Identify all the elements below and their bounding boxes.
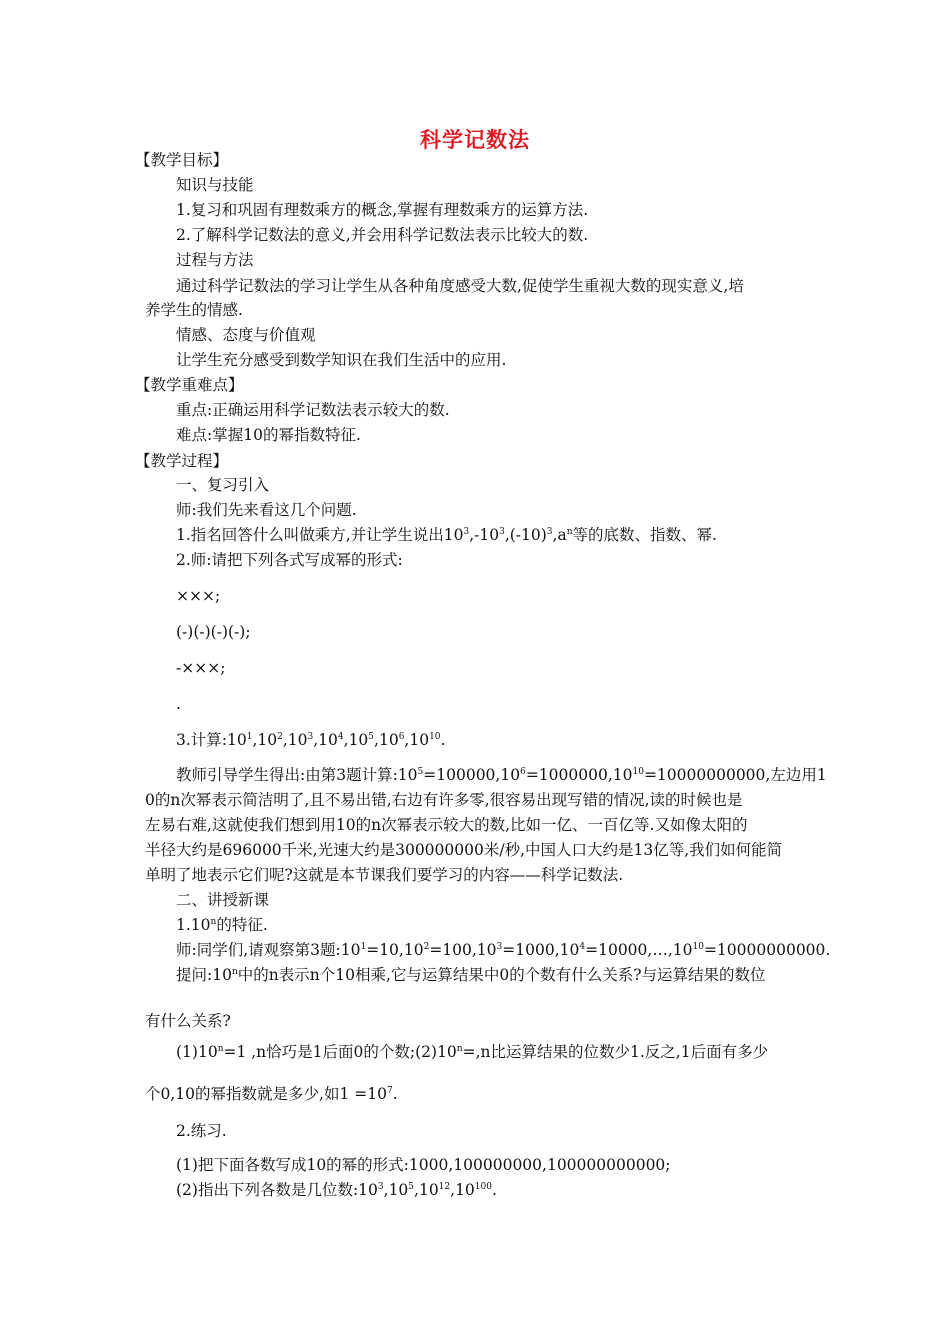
process-text-2: 养学生的情感. <box>145 301 243 319</box>
process-text-1: 通过科学记数法的学习让学生从各种角度感受大数,促使学生重视大数的现实意义,培 <box>176 277 744 295</box>
exercise-2: (2)指出下列各数是几位数$:10^3,10^5,10^{12},10^{100}$. <box>176 1181 497 1199</box>
heading-key-points: 【教学重难点】 <box>135 376 244 394</box>
part-one-title: 一、复习引入 <box>176 476 270 494</box>
question-line-2: 有什么关系? <box>145 1012 231 1030</box>
teacher-guide-1: 教师引导学生得出:由第3题计算$:10^5=100000,10^6=1000000,10^{10}=10000000000$,左边用1 <box>176 766 827 784</box>
exercise-title: 2.练习. <box>176 1122 227 1140</box>
objective-2: 2.了解科学记数法的意义,并会用科学记数法表示比较大的数. <box>176 226 589 244</box>
key-point: 重点:正确运用科学记数法表示较大的数. <box>176 401 450 419</box>
question-2: 2.师:请把下列各式写成幂的形式: <box>176 551 403 569</box>
objective-1: 1.复习和巩固有理数乘方的概念,掌握有理数乘方的运算方法. <box>176 201 589 219</box>
teacher-intro: 师:我们先来看这几个问题. <box>176 501 357 519</box>
expression-2: (-)(-)(-)(-); <box>176 623 251 641</box>
answer-line-1: $(1)10^n=1$ ,n恰巧是1后面0的个数$;(2)10^n=,n$比运算结果的位数少1.反之,1后面有多少 <box>176 1043 769 1061</box>
power-feature-title: 1.10$^n$的特征. <box>176 916 268 934</box>
heading-process: 【教学过程】 <box>135 452 229 470</box>
attitude-text: 让学生充分感受到数学知识在我们生活中的应用. <box>176 351 507 369</box>
sub-knowledge: 知识与技能 <box>176 176 254 194</box>
observe-line: 师:同学们,请观察第3题$:10^1=10,10^2=100,10^3=1000,10^4=10000,\dots,10^{10}=10000000000$. <box>176 941 831 959</box>
heading-objectives: 【教学目标】 <box>135 151 229 169</box>
question-line-1: 提问:10$^n$中的n表示n个10相乘,它与运算结果中0的个数有什么关系?与运算结果的数位 <box>176 966 766 984</box>
question-3: 3.计算$:10^1,10^2,10^3,10^4,10^5,10^6,10^{10}$. <box>176 731 446 749</box>
teacher-guide-2: 0的n次幂表示简洁明了,且不易出错,右边有许多零,很容易出现写错的情况,读的时候也是 <box>145 791 743 809</box>
exercise-1: (1)把下面各数写成10的幂的形式:1000,100000000,100000000000; <box>176 1156 671 1174</box>
sub-attitude: 情感、态度与价值观 <box>176 326 316 344</box>
teacher-guide-3: 左易右难,这就使我们想到用10的n次幂表示较大的数,比如一亿、一百亿等.又如像太阳的 <box>145 816 748 834</box>
expression-1: ×××; <box>176 587 221 605</box>
teacher-guide-4: 半径大约是696000千米,光速大约是300000000米/秒,中国人口大约是13亿等,我们如何能简 <box>145 841 783 859</box>
expression-3: -×××; <box>176 659 226 677</box>
teacher-guide-5: 单明了地表示它们呢?这就是本节课我们要学习的内容——科学记数法. <box>145 866 624 884</box>
answer-line-2: 个0,10的幂指数就是多少,如$1 =10^7$. <box>145 1085 398 1103</box>
sub-process: 过程与方法 <box>176 251 254 269</box>
difficult-point: 难点:掌握10的幂指数特征. <box>176 426 361 444</box>
question-1: 1.指名回答什么叫做乘方,并让学生说出$10^3,-10^3,(-10)^3,a^n$等的底数、指数、幂. <box>176 526 717 544</box>
part-two-title: 二、讲授新课 <box>176 891 270 909</box>
page-title: 科学记数法 <box>420 127 530 152</box>
expression-4: . <box>176 695 181 713</box>
